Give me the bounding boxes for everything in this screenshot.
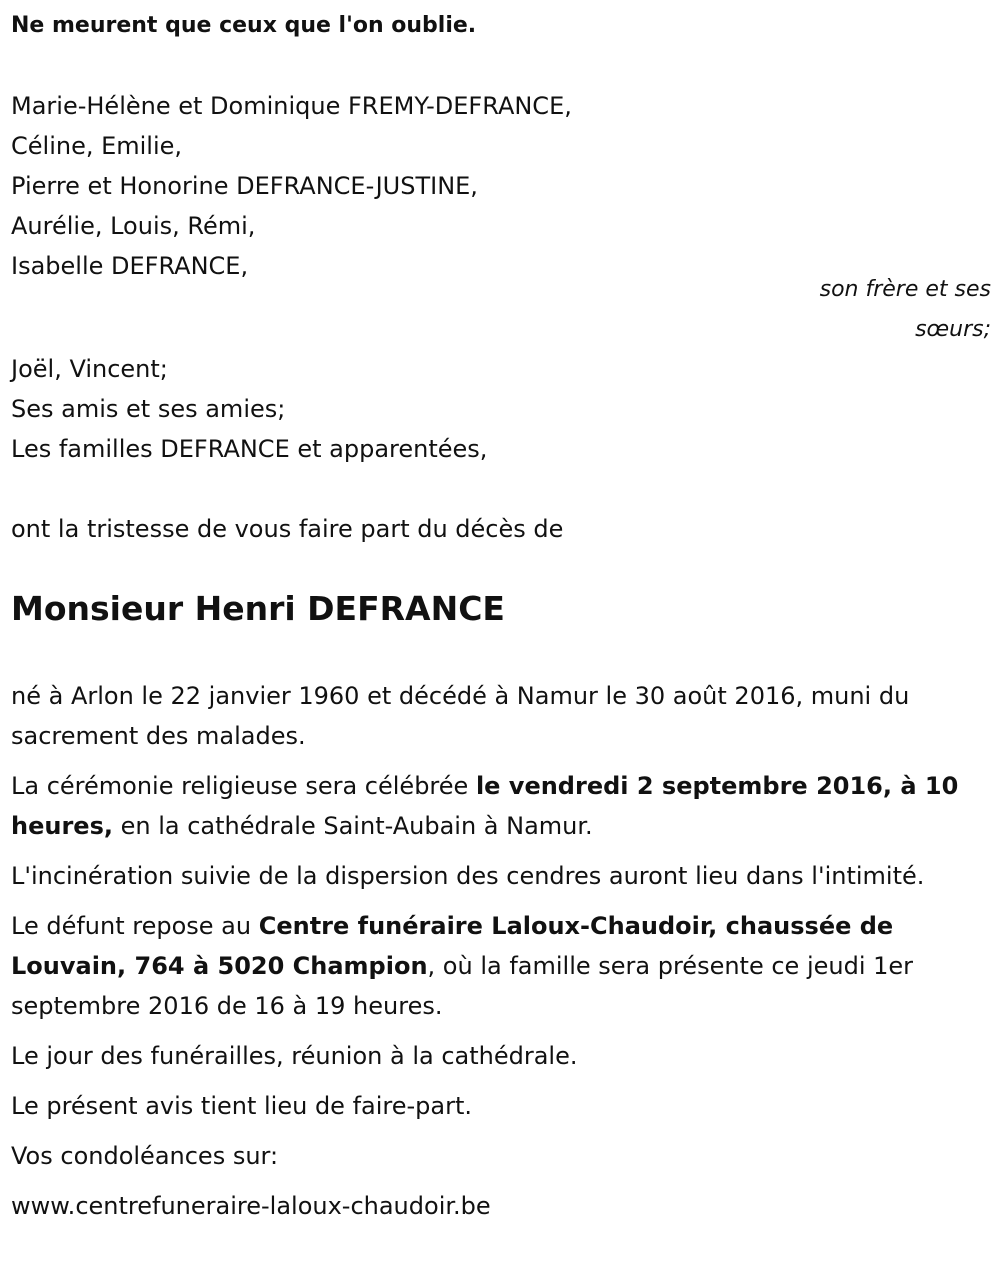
website-link[interactable]: www.centrefuneraire-laloux-chaudoir.be — [11, 1192, 491, 1220]
relation-line: sœurs; — [915, 317, 991, 342]
mourner-line: Les familles DEFRANCE et apparentées, — [11, 435, 488, 463]
ceremony-prefix: La cérémonie religieuse sera célébrée — [11, 772, 476, 800]
other-mourners-list — [11, 349, 487, 469]
notice-paragraph: Le présent avis tient lieu de faire-part. — [11, 1092, 473, 1120]
relation-note — [771, 270, 991, 350]
family-line: Céline, Emilie, — [11, 132, 183, 160]
mourner-line: Joël, Vincent; — [11, 355, 168, 383]
family-line: Pierre et Honorine DEFRANCE-JUSTINE, — [11, 172, 478, 200]
family-line: Marie-Hélène et Dominique FREMY-DEFRANCE, — [11, 92, 572, 120]
ceremony-date: le vendredi 2 septembre 2016, à 10 heures, — [11, 772, 959, 840]
funeral-day-paragraph: Le jour des funérailles, réunion à la cathédrale. — [11, 1042, 578, 1070]
family-list — [11, 86, 572, 286]
deceased-name: Monsieur Henri DEFRANCE — [11, 589, 505, 628]
repose-prefix: Le défunt repose au — [11, 912, 259, 940]
epigraph: Ne meurent que ceux que l'on oublie. — [11, 13, 477, 38]
family-line: Isabelle DEFRANCE, — [11, 252, 249, 280]
birth-death-paragraph: né à Arlon le 22 janvier 1960 et décédé à Namur le 30 août 2016, muni du sacrement des malades. — [11, 682, 910, 750]
announcement: ont la tristesse de vous faire part du décès de — [11, 515, 564, 543]
ceremony-location: en la cathédrale Saint-Aubain à Namur. — [112, 812, 593, 840]
repose-paragraph — [11, 906, 991, 1026]
mourner-line: Ses amis et ses amies; — [11, 395, 286, 423]
repose-address: Centre funéraire Laloux-Chaudoir, chaussée de Louvain, 764 à 5020 Champion — [11, 912, 894, 980]
family-line: Aurélie, Louis, Rémi, — [11, 212, 256, 240]
details-section — [11, 676, 991, 1236]
condolences-label: Vos condoléances sur: — [11, 1142, 279, 1170]
ceremony-paragraph — [11, 766, 991, 846]
cremation-paragraph: L'incinération suivie de la dispersion des cendres auront lieu dans l'intimité. — [11, 862, 925, 890]
relation-line: son frère et ses — [819, 277, 991, 302]
repose-suffix: , où la famille sera présente ce jeudi 1er septembre 2016 de 16 à 19 heures. — [11, 952, 914, 1020]
